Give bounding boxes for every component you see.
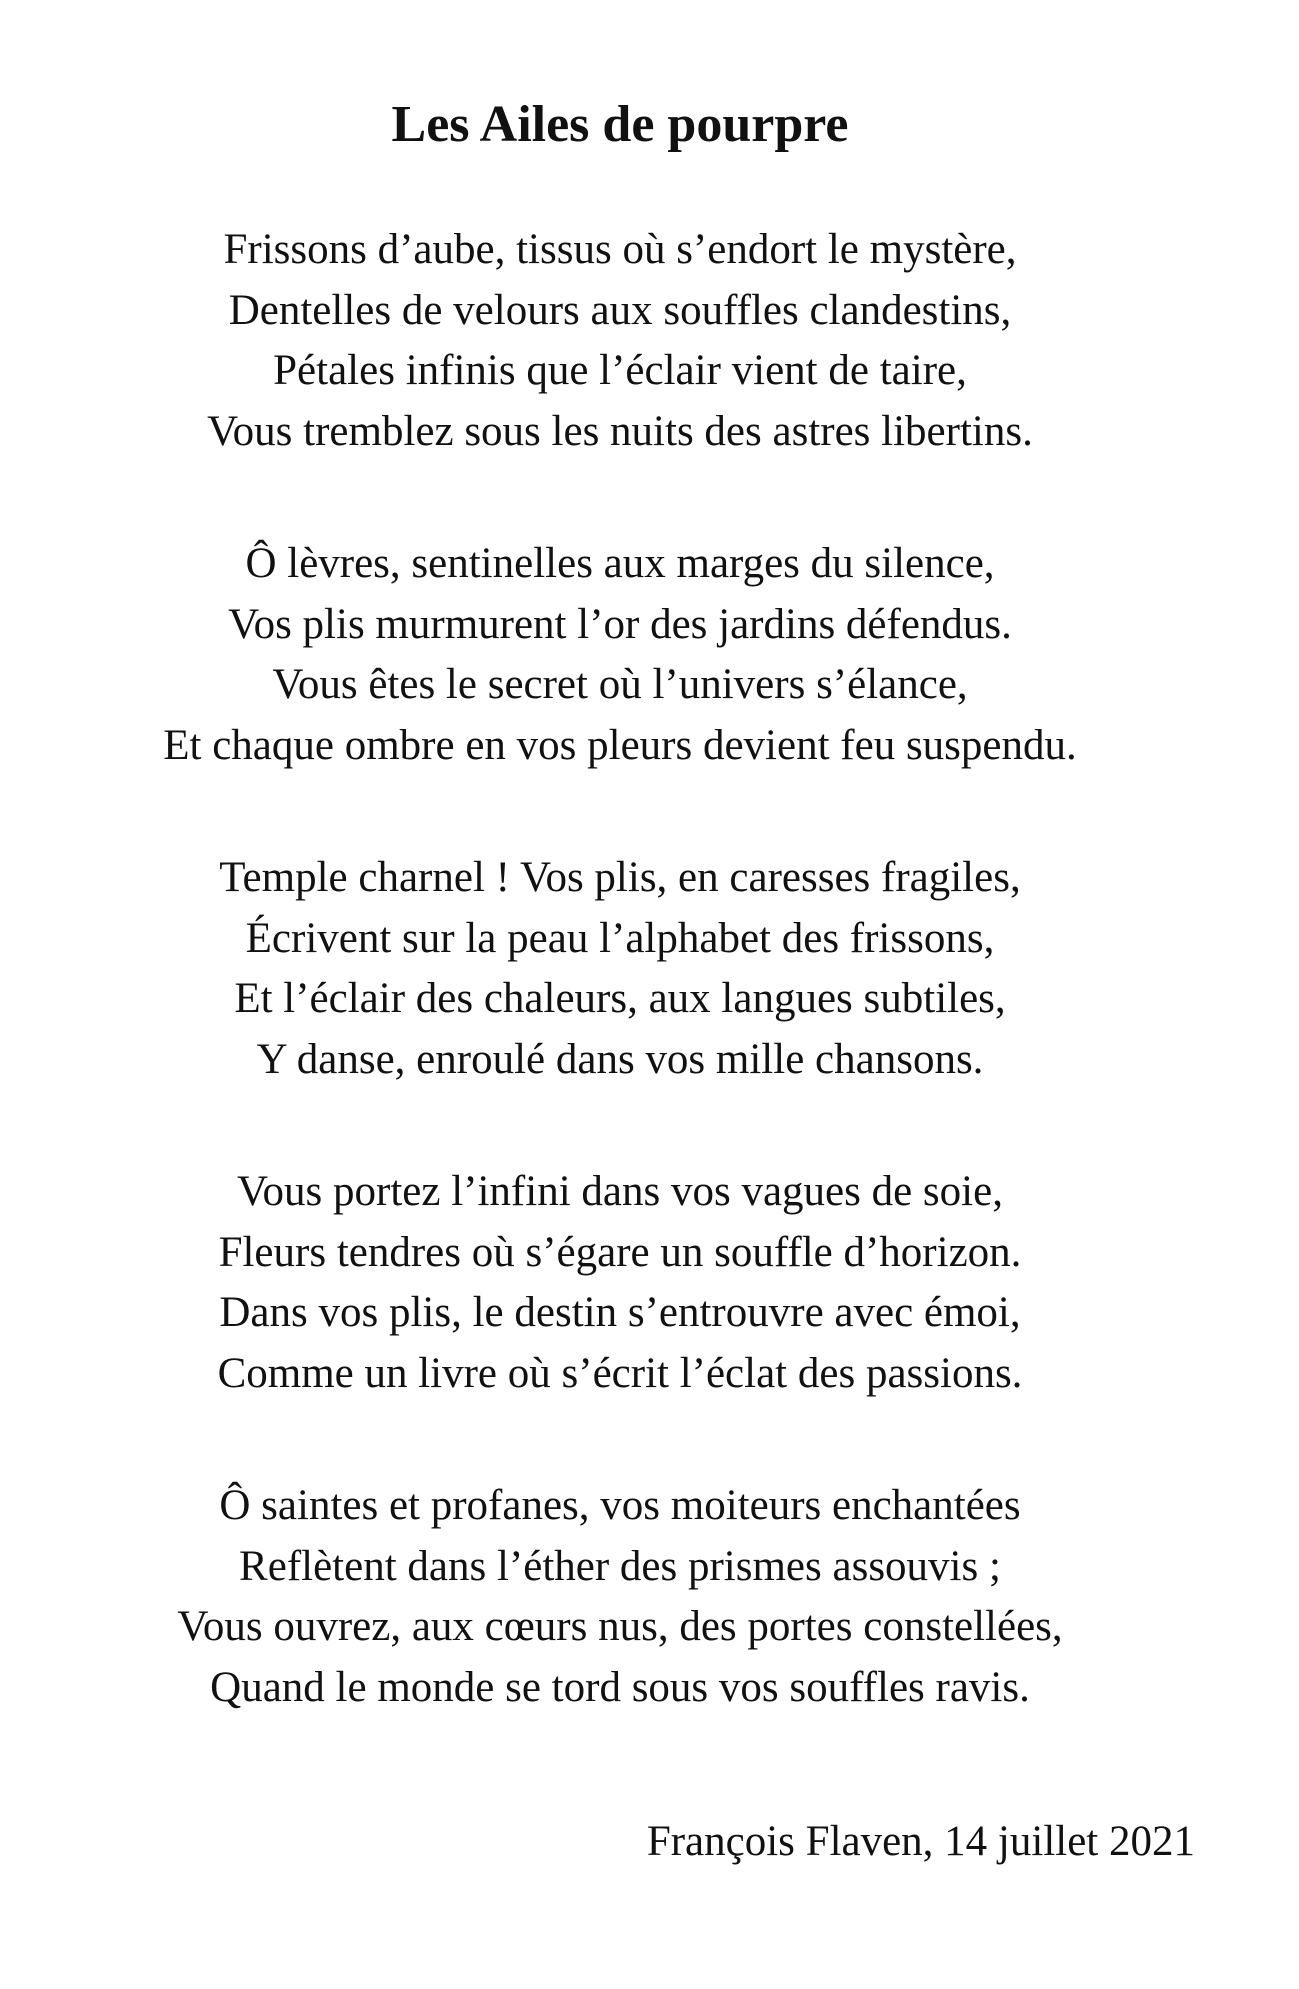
verse-line: Y danse, enroulé dans vos mille chansons. <box>256 1035 984 1083</box>
poem-body <box>0 220 1240 1790</box>
verse-line: Quand le monde se tord sous vos souffles ravis. <box>210 1663 1030 1711</box>
verse-line: Frissons d’aube, tissus où s’endort le mystère, <box>223 226 1017 273</box>
stanza-4 <box>0 1162 1240 1404</box>
verse-line: Et l’éclair des chaleurs, aux langues subtiles, <box>234 975 1006 1022</box>
verse-line: Vous êtes le secret où l’univers s’élance, <box>272 661 968 708</box>
verse-line: Et chaque ombre en vos pleurs devient feu suspendu. <box>163 721 1077 769</box>
stanza-5 <box>0 1476 1240 1718</box>
verse-line: Comme un livre où s’écrit l’éclat des passions. <box>217 1349 1023 1397</box>
verse-line: Vous portez l’infini dans vos vagues de soie, <box>237 1168 1003 1215</box>
verse-line: Écrivent sur la peau l’alphabet des frissons, <box>245 914 995 962</box>
verse-line: Temple charnel ! Vos plis, en caresses fragiles, <box>219 854 1021 901</box>
verse-line: Reflètent dans l’éther des prismes assouvis ; <box>239 1542 1001 1590</box>
verse-line: Pétales infinis que l’éclair vient de taire, <box>273 347 967 394</box>
poem-title: Les Ailes de pourpre <box>391 96 849 153</box>
stanza-1 <box>0 220 1240 462</box>
verse-line: Vos plis murmurent l’or des jardins défendus. <box>228 600 1012 648</box>
stanza-2 <box>0 534 1240 776</box>
verse-line: Ô lèvres, sentinelles aux marges du silence, <box>245 540 995 587</box>
verse-line: Vous tremblez sous les nuits des astres libertins. <box>207 407 1033 455</box>
stanza-3 <box>0 848 1240 1090</box>
verse-line: Ô saintes et profanes, vos moiteurs enchantées <box>219 1482 1021 1529</box>
verse-line: Vous ouvrez, aux cœurs nus, des portes constellées, <box>177 1603 1063 1650</box>
verse-line: Dentelles de velours aux souffles clandestins, <box>228 286 1012 334</box>
author-signature: François Flaven, 14 juillet 2021 <box>646 1818 1195 1865</box>
verse-line: Fleurs tendres où s’égare un souffle d’horizon. <box>218 1228 1022 1276</box>
verse-line: Dans vos plis, le destin s’entrouvre avec émoi, <box>219 1289 1021 1336</box>
